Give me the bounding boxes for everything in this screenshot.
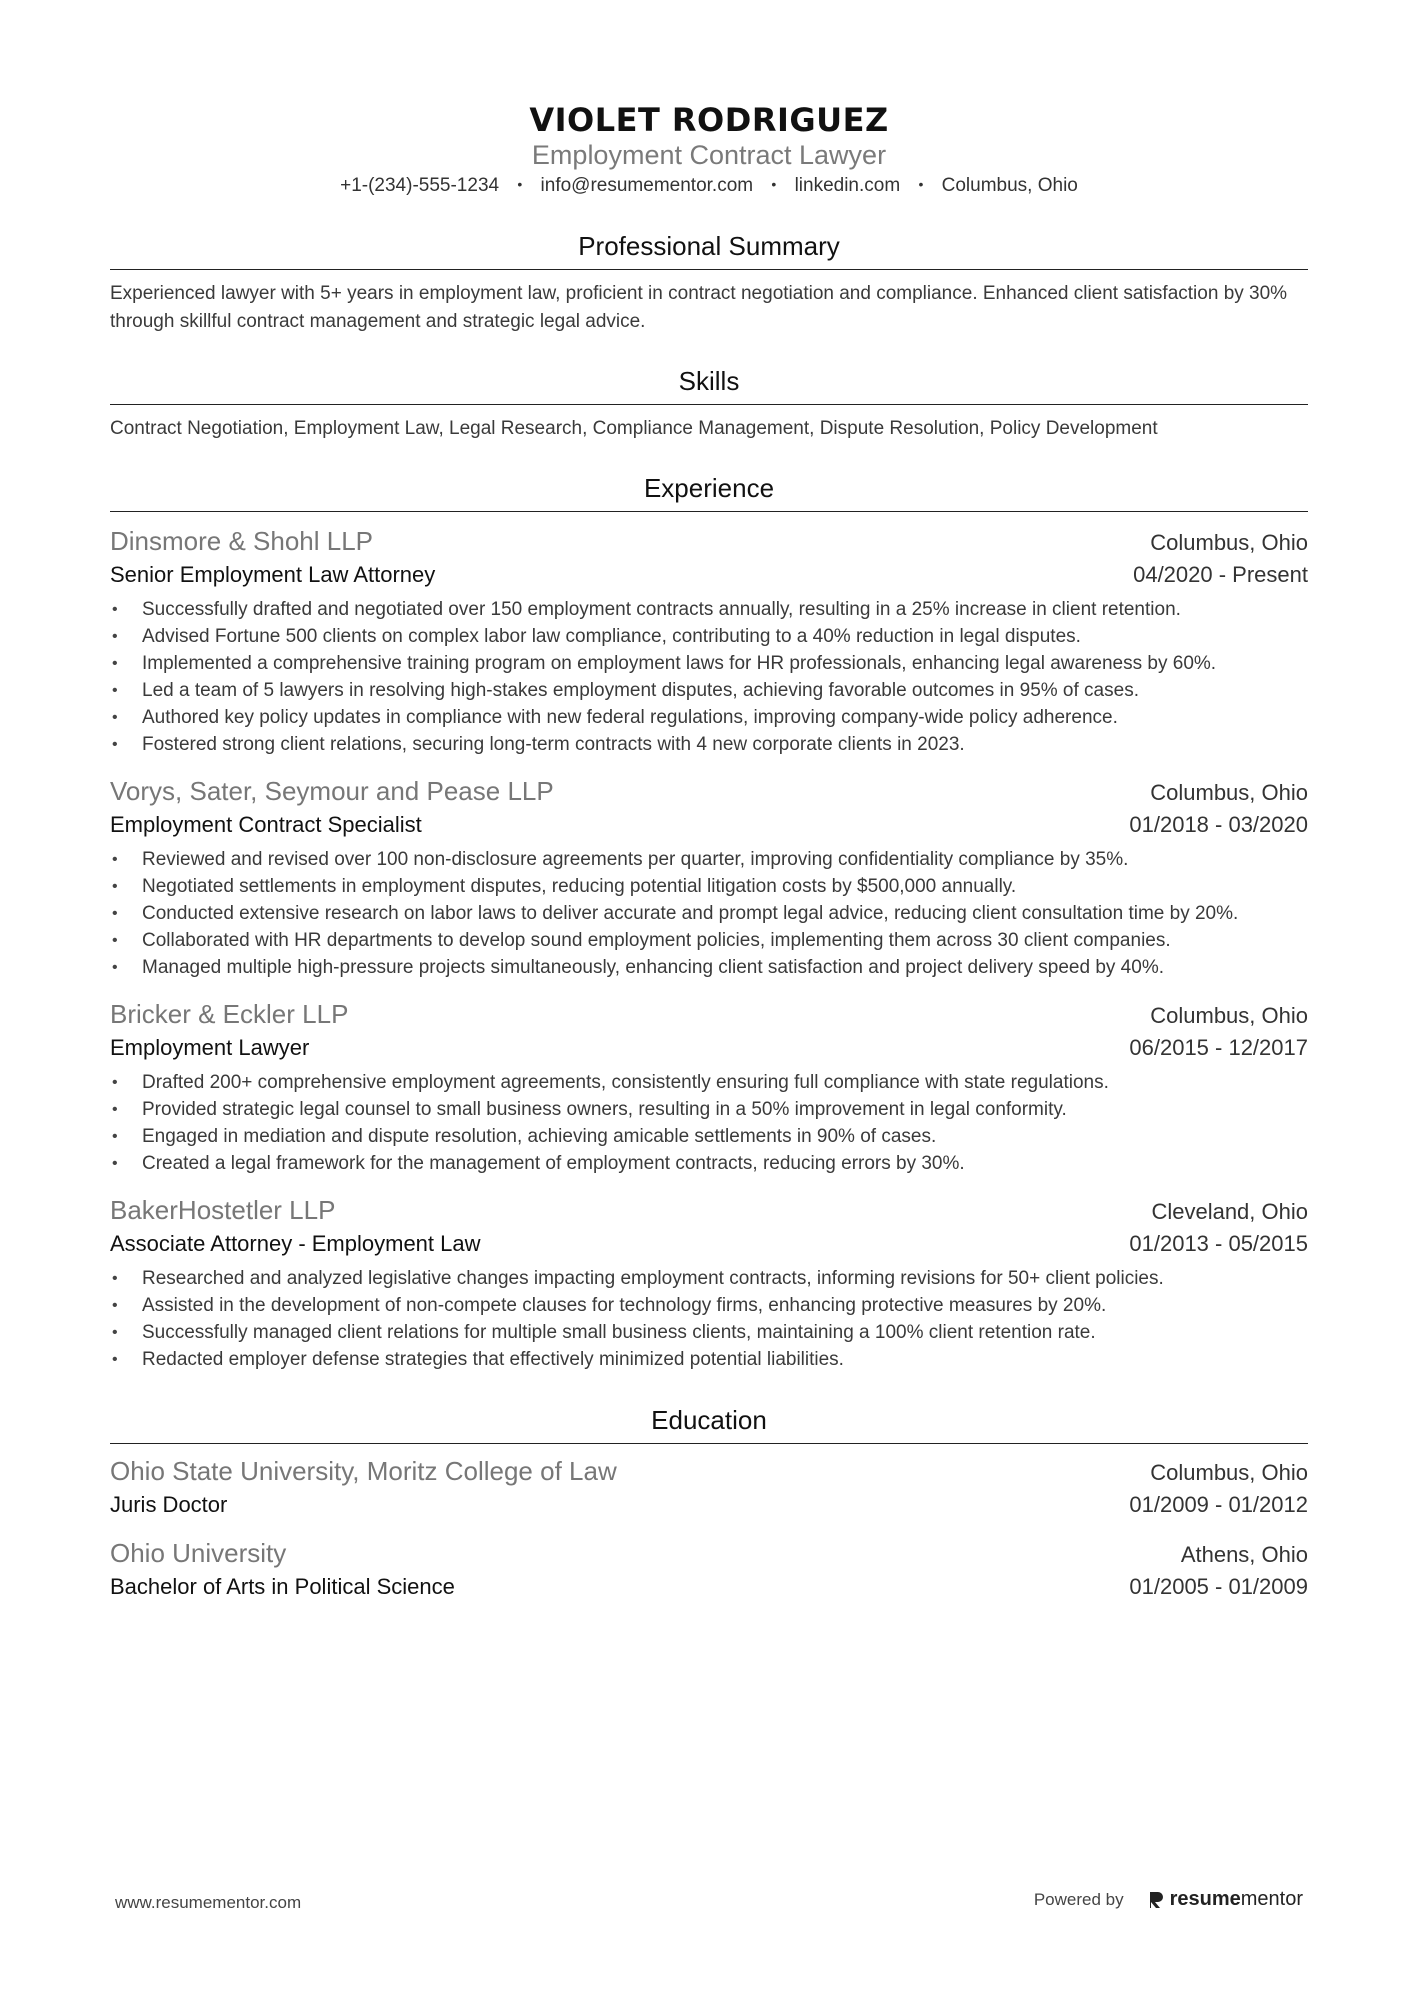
job-bullets	[110, 596, 1308, 758]
job-location: Columbus, Ohio	[1150, 780, 1308, 805]
job-company: Bricker & Eckler LLP	[110, 999, 349, 1029]
list-item: • Reviewed and revised over 100 non-disclosure agreements per quarter, improving confidentiality compliance by 35%.	[110, 846, 1308, 873]
skills-section	[110, 364, 1308, 443]
footer-branding	[1034, 1888, 1303, 1911]
list-item: • Assisted in the development of non-compete clauses for technology firms, enhancing protective measures by 20%.	[110, 1292, 1308, 1319]
education-dates: 01/2005 - 01/2009	[1129, 1574, 1308, 1599]
list-item: • Created a legal framework for the management of employment contracts, reducing errors by 30%.	[110, 1150, 1308, 1177]
education-location: Columbus, Ohio	[1150, 1460, 1308, 1485]
brand-name-bold: resume	[1169, 1888, 1241, 1910]
footer-website[interactable]: www.resumementor.com	[115, 1893, 302, 1912]
section-heading: Education	[110, 1403, 1308, 1444]
list-item: • Successfully managed client relations for multiple small business clients, maintaining a 100% client retention rate.	[110, 1319, 1308, 1346]
list-item: • Engaged in mediation and dispute resolution, achieving amicable settlements in 90% of cases.	[110, 1123, 1308, 1150]
contact-location: Columbus, Ohio	[941, 175, 1078, 196]
contact-separator: •	[517, 176, 523, 192]
job-bullets	[110, 1069, 1308, 1177]
list-item: • Fostered strong client relations, securing long-term contracts with 4 new corporate clients in 2023.	[110, 731, 1308, 758]
list-item: • Advised Fortune 500 clients on complex labor law compliance, contributing to a 40% reduction in legal disputes.	[110, 623, 1308, 650]
list-item: • Redacted employer defense strategies that effectively minimized potential liabilities.	[110, 1346, 1308, 1373]
education-location: Athens, Ohio	[1180, 1542, 1308, 1567]
job-entry	[110, 997, 1308, 1177]
resumementor-logo-icon	[1148, 1891, 1164, 1909]
list-item: • Researched and analyzed legislative changes impacting employment contracts, informing revisions for 50+ client policies.	[110, 1265, 1308, 1292]
list-item: • Negotiated settlements in employment disputes, reducing potential litigation costs by $500,000 annually.	[110, 873, 1308, 900]
resume-page	[110, 100, 1308, 1604]
education-dates: 01/2009 - 01/2012	[1129, 1492, 1308, 1517]
list-item: • Collaborated with HR departments to develop sound employment policies, implementing them across 30 client companies.	[110, 927, 1308, 954]
brand-logo[interactable]	[1148, 1888, 1303, 1911]
job-location: Cleveland, Ohio	[1151, 1199, 1308, 1224]
list-item: • Drafted 200+ comprehensive employment agreements, consistently ensuring full compliance with state regulations.	[110, 1069, 1308, 1096]
job-role: Associate Attorney - Employment Law	[110, 1231, 481, 1256]
job-location: Columbus, Ohio	[1150, 1003, 1308, 1028]
education-school: Ohio University	[110, 1538, 287, 1568]
contact-linkedin[interactable]: linkedin.com	[794, 175, 901, 196]
job-company: Dinsmore & Shohl LLP	[110, 526, 374, 556]
education-entry	[110, 1536, 1308, 1604]
list-item: • Managed multiple high-pressure projects simultaneously, enhancing client satisfaction and project delivery speed by 40%.	[110, 954, 1308, 981]
contact-phone: +1-(234)-555-1234	[340, 175, 500, 196]
job-role: Senior Employment Law Attorney	[110, 562, 436, 587]
job-entry	[110, 1193, 1308, 1373]
list-item: • Conducted extensive research on labor laws to deliver accurate and prompt legal advice, reducing client consultation time by 20%.	[110, 900, 1308, 927]
job-entry	[110, 774, 1308, 981]
candidate-title: Employment Contract Lawyer	[531, 140, 887, 170]
job-company: Vorys, Sater, Seymour and Pease LLP	[110, 776, 554, 806]
experience-section	[110, 471, 1308, 1373]
job-bullets	[110, 1265, 1308, 1373]
contact-separator: •	[918, 176, 924, 192]
resume-header	[110, 100, 1308, 200]
section-heading: Skills	[110, 364, 1308, 405]
brand-name-rest: mentor	[1240, 1888, 1303, 1910]
job-dates: 06/2015 - 12/2017	[1129, 1035, 1308, 1060]
list-item: • Implemented a comprehensive training program on employment laws for HR professionals, enhancing legal awareness by 60%.	[110, 650, 1308, 677]
powered-by-label: Powered by	[1033, 1889, 1124, 1909]
job-company: BakerHostetler LLP	[110, 1195, 336, 1225]
education-degree: Juris Doctor	[110, 1492, 228, 1517]
job-location: Columbus, Ohio	[1150, 530, 1308, 555]
job-bullets	[110, 846, 1308, 981]
contact-separator: •	[771, 176, 777, 192]
skills-text: Contract Negotiation, Employment Law, Legal Research, Compliance Management, Dispute Resolution, Policy Development	[110, 418, 1158, 439]
list-item: • Authored key policy updates in compliance with new federal regulations, improving company-wide policy adherence.	[110, 704, 1308, 731]
job-dates: 04/2020 - Present	[1133, 562, 1308, 587]
education-degree: Bachelor of Arts in Political Science	[110, 1574, 455, 1599]
list-item: • Successfully drafted and negotiated over 150 employment contracts annually, resulting in a 25% increase in client retention.	[110, 596, 1308, 623]
section-heading: Professional Summary	[110, 229, 1308, 270]
job-entry	[110, 524, 1308, 758]
contact-line	[110, 172, 1308, 200]
contact-email[interactable]: info@resumementor.com	[540, 175, 754, 196]
list-item: • Led a team of 5 lawyers in resolving high-stakes employment disputes, achieving favorable outcomes in 95% of cases.	[110, 677, 1308, 704]
education-school: Ohio State University, Moritz College of Law	[110, 1456, 617, 1486]
job-role: Employment Contract Specialist	[110, 812, 422, 837]
section-heading: Experience	[110, 471, 1308, 512]
summary-section	[110, 229, 1308, 336]
summary-text: Experienced lawyer with 5+ years in employment law, proficient in contract negotiation and compliance. Enhanced client satisfaction by 30% through skillful contract management and strategic legal advice.	[110, 283, 1288, 332]
job-role: Employment Lawyer	[110, 1035, 310, 1060]
education-section	[110, 1403, 1308, 1604]
list-item: • Provided strategic legal counsel to small business owners, resulting in a 50% improvement in legal conformity.	[110, 1096, 1308, 1123]
education-entry	[110, 1454, 1308, 1522]
candidate-name: VIOLET RODRIGUEZ	[529, 101, 889, 139]
job-dates: 01/2018 - 03/2020	[1129, 812, 1308, 837]
job-dates: 01/2013 - 05/2015	[1129, 1231, 1308, 1256]
